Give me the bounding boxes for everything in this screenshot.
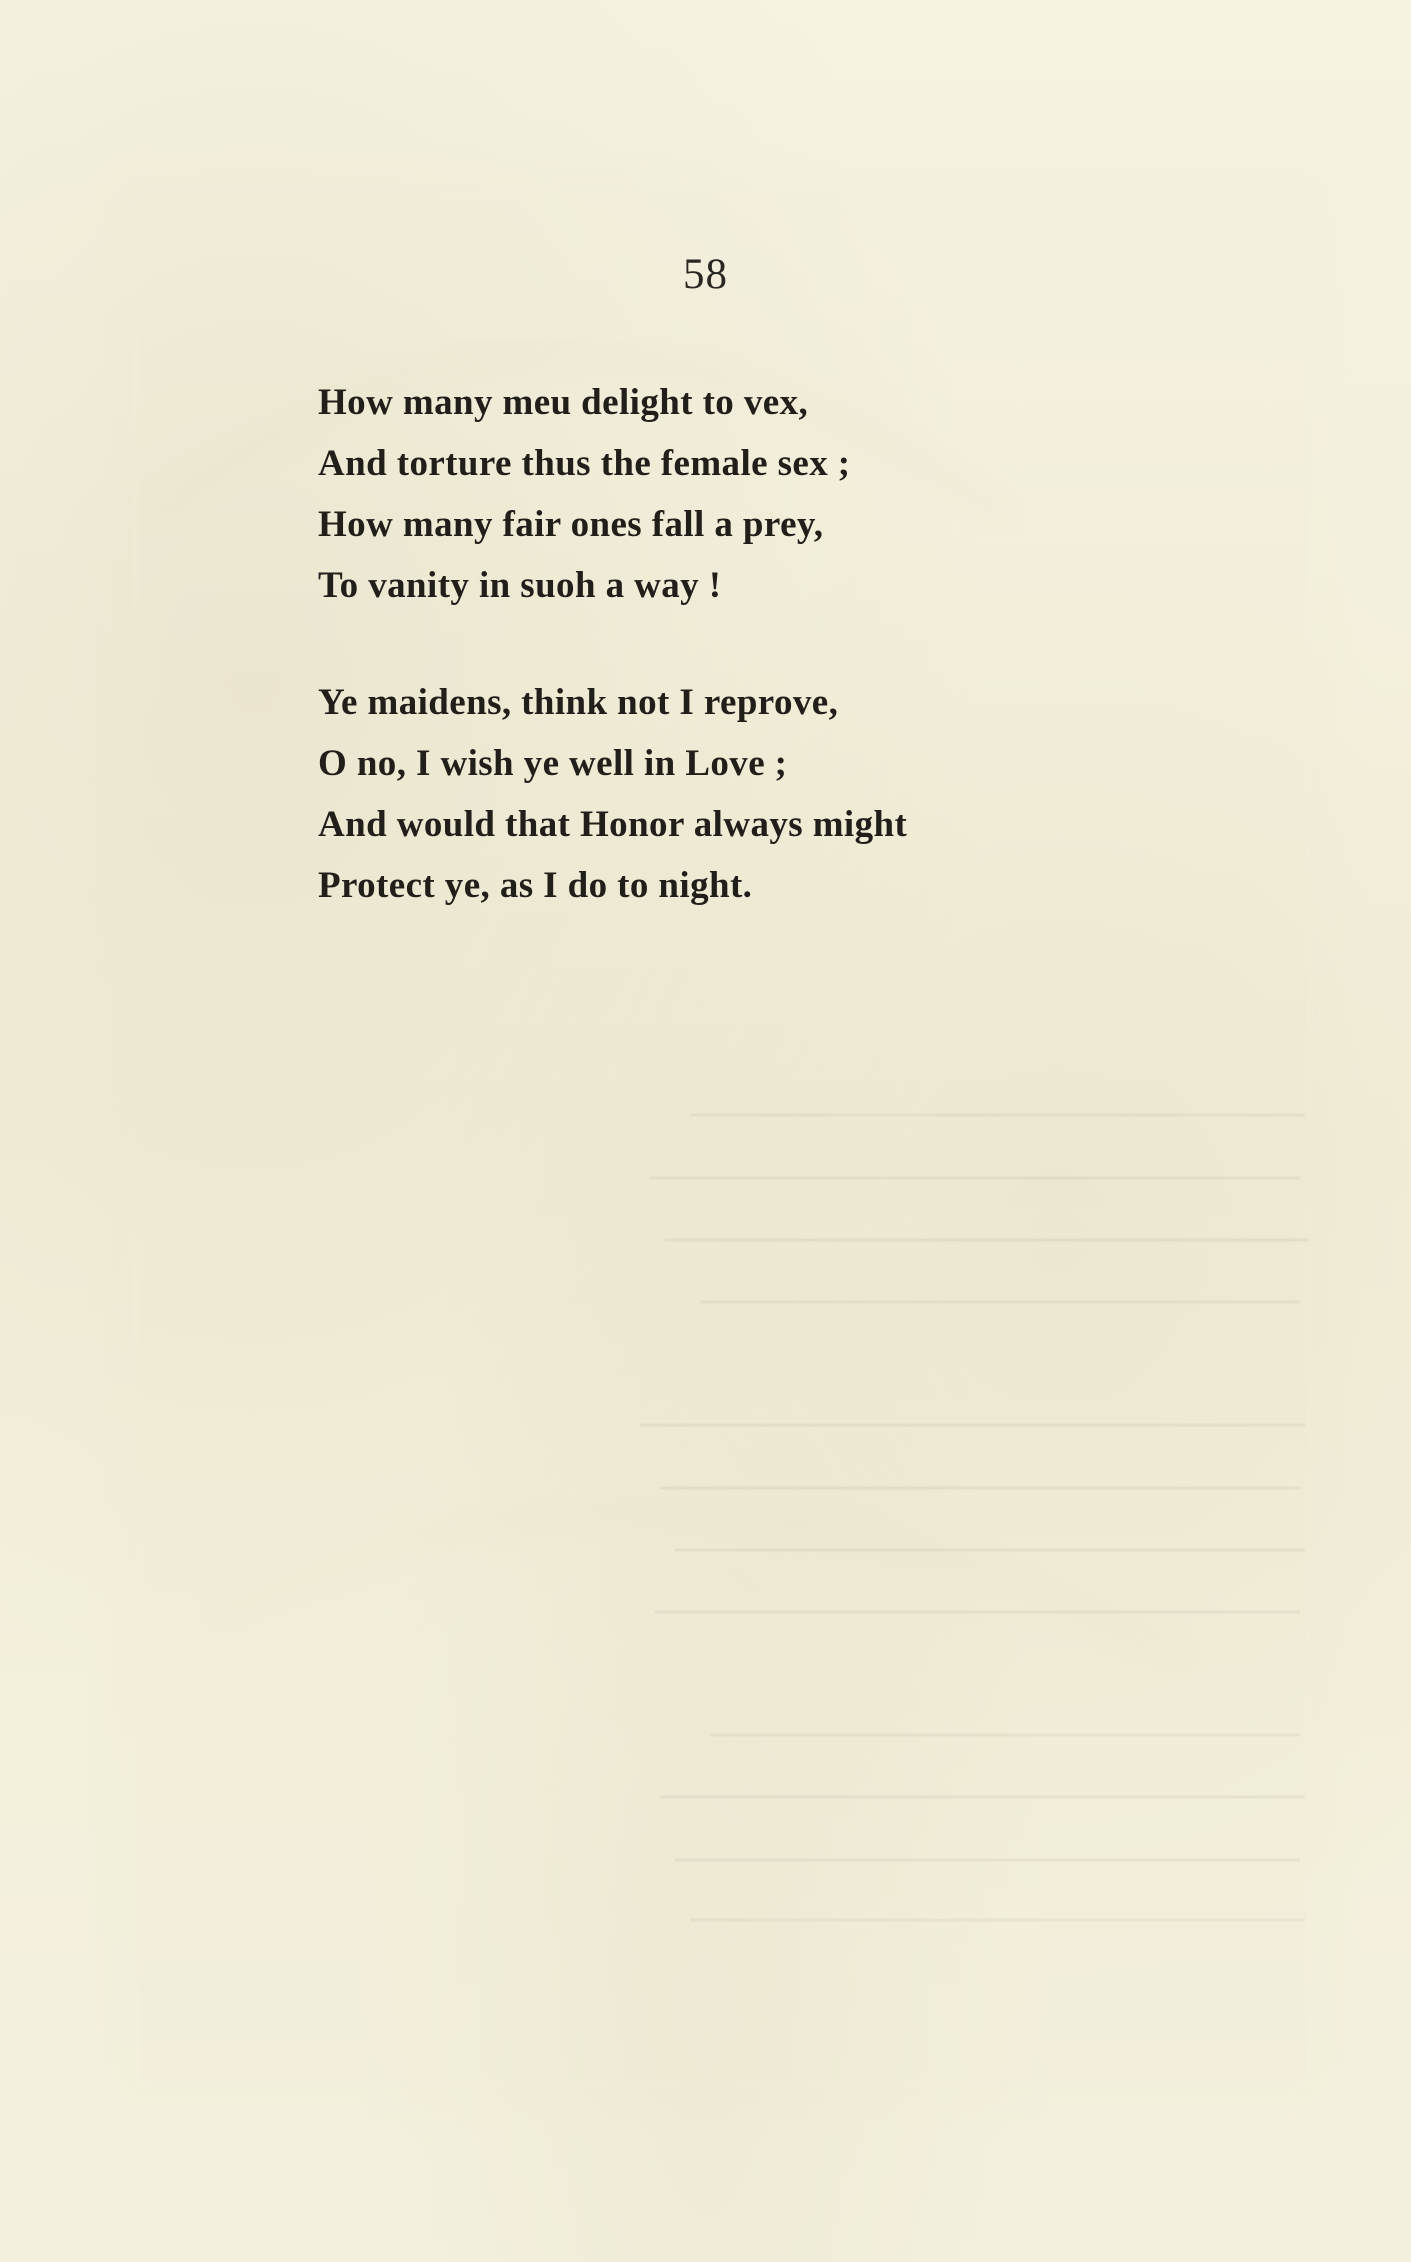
poem-line: O no, I wish ye well in Love ; <box>318 743 788 784</box>
stanza-1 <box>318 372 1138 616</box>
poem-line: To vanity in suoh a way ! <box>318 565 722 606</box>
poem-line: And would that Honor always might <box>318 804 908 845</box>
poem-line: Ye maidens, think not I reprove, <box>318 682 839 723</box>
page-number: 58 <box>683 251 728 298</box>
poem-line: And torture thus the female sex ; <box>318 443 851 484</box>
poem-line: How many meu delight to vex, <box>318 382 809 423</box>
poem-text <box>318 372 1138 916</box>
poem-line: How many fair ones fall a prey, <box>318 504 824 545</box>
stanza-2 <box>318 672 1138 916</box>
poem-line: Protect ye, as I do to night. <box>318 865 753 906</box>
